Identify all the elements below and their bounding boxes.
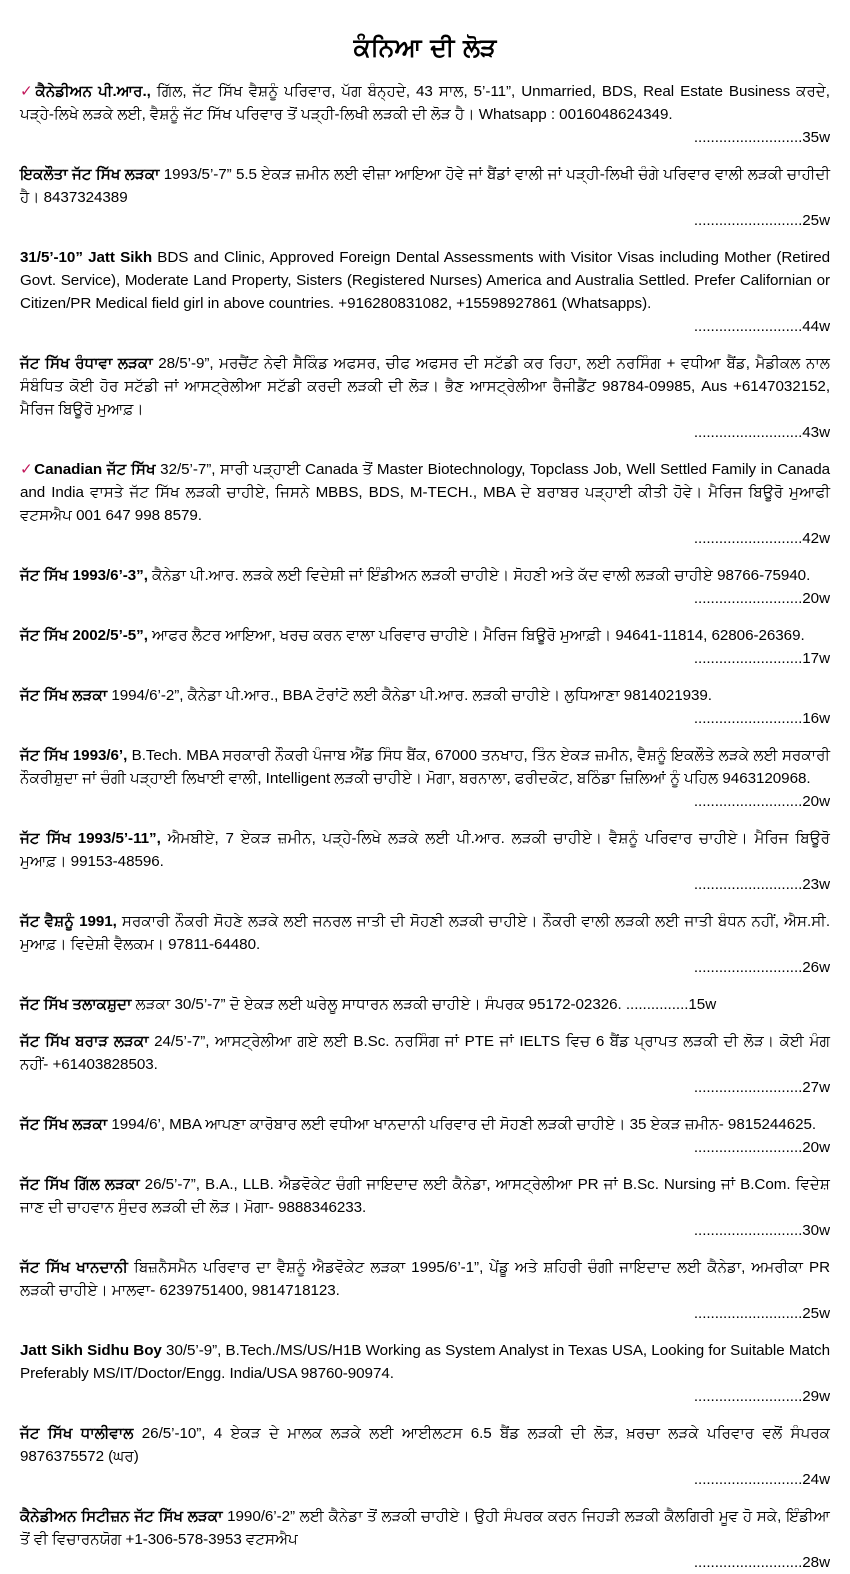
matrimonial-ad bbox=[20, 1256, 830, 1325]
ad-text: ਕੈਨੇਡਾ ਪੀ.ਆਰ. ਲੜਕੇ ਲਈ ਵਿਦੇਸ਼ੀ ਜਾਂ ਇੰਡੀਅਨ ਲੜਕੀ ਚਾਹੀਏ। ਸੋਹਣੀ ਅਤੇ ਕੱਦ ਵਾਲੀ ਲੜਕੀ ਚਾਹੀਏ 98766-75940. bbox=[147, 567, 811, 584]
matrimonial-ad bbox=[20, 1422, 830, 1491]
matrimonial-ad bbox=[20, 1173, 830, 1242]
ad-headline: ਜੱਟ ਸਿੱਖ 2002/5’-5”, bbox=[20, 627, 148, 644]
ad-headline: ਜੱਟ ਸਿੱਖ 1993/6’, bbox=[20, 747, 128, 764]
matrimonial-ad bbox=[20, 1339, 830, 1408]
ad-text: ਐਮਬੀਏ, 7 ਏਕੜ ਜ਼ਮੀਨ, ਪੜ੍ਹੇ-ਲਿਖੇ ਲੜਕੇ ਲਈ ਪੀ.ਆਰ. ਲੜਕੀ ਚਾਹੀਏ। ਵੈਸ਼ਨੂੰ ਪਰਿਵਾਰ ਚਾਹੀਏ। ਮੈਰਿਜ ਬਿਊਰੋ ਮੁਆਫ਼। 99153-48596. bbox=[20, 830, 830, 870]
ad-headline: ਜੱਟ ਸਿੱਖ ਲੜਕਾ bbox=[20, 1116, 108, 1133]
ad-text: 26/5’-10”, 4 ਏਕੜ ਦੇ ਮਾਲਕ ਲੜਕੇ ਲਈ ਆਈਲਟਸ 6.5 ਬੈਂਡ ਲੜਕੀ ਦੀ ਲੋੜ, ਖ਼ਰਚਾ ਲੜਕੇ ਪਰਿਵਾਰ ਵਲੋਂ ਸੰਪਰਕ 9876375572 (ਘਰ) bbox=[20, 1425, 830, 1465]
ad-word-count: ..........................20w bbox=[693, 590, 830, 607]
ad-list bbox=[20, 80, 830, 1574]
ad-text: 1994/6’-2”, ਕੈਨੇਡਾ ਪੀ.ਆਰ., BBA ਟੋਰਾਂਟੋ ਲਈ ਕੈਨੇਡਾ ਪੀ.ਆਰ. ਲੜਕੀ ਚਾਹੀਏ। ਲੁਧਿਆਣਾ 9814021939. bbox=[107, 687, 712, 704]
ad-word-count: ..........................25w bbox=[693, 1305, 830, 1322]
matrimonial-ad bbox=[20, 1030, 830, 1099]
ad-text: 26/5’-7”, B.A., LLB. ਐਡਵੋਕੇਟ ਚੰਗੀ ਜਾਇਦਾਦ ਲਈ ਕੈਨੇਡਾ, ਆਸਟ੍ਰੇਲੀਆ PR ਜਾਂ B.Sc. Nursing ਜਾਂ B.Com. ਵਿਦੇਸ਼ ਜਾਣ ਦੀ ਚਾਹਵਾਨ ਸੁੰਦਰ ਲੜਕੀ ਦੀ ਲੋੜ। ਮੋਗਾ- 9888346233. bbox=[20, 1176, 830, 1216]
ad-word-count: ..........................29w bbox=[693, 1388, 830, 1405]
matrimonial-ad bbox=[20, 163, 830, 232]
matrimonial-ad bbox=[20, 993, 830, 1016]
matrimonial-ad bbox=[20, 684, 830, 730]
ad-word-count: ..........................43w bbox=[693, 424, 830, 441]
checkmark-icon: ✓ bbox=[20, 461, 34, 478]
ad-text: 24/5’-7”, ਆਸਟ੍ਰੇਲੀਆ ਗਏ ਲਈ B.Sc. ਨਰਸਿੰਗ ਜਾਂ PTE ਜਾਂ IELTS ਵਿਚ 6 ਬੈਂਡ ਪ੍ਰਾਪਤ ਲੜਕੀ ਦੀ ਲੋੜ। ਕੋਈ ਮੰਗ ਨਹੀਂ- +61403828503. bbox=[20, 1033, 830, 1073]
ad-word-count: ..........................16w bbox=[693, 710, 830, 727]
ad-headline: ਕੈਨੇਡੀਅਨ ਸਿਟੀਜ਼ਨ ਜੱਟ ਸਿੱਖ ਲੜਕਾ bbox=[20, 1508, 223, 1525]
ad-word-count: ..........................27w bbox=[693, 1079, 830, 1096]
ad-text: ਬਿਜ਼ਨੈਸਮੈਨ ਪਰਿਵਾਰ ਦਾ ਵੈਸ਼ਨੂੰ ਐਡਵੋਕੇਟ ਲੜਕਾ 1995/6’-1”, ਪੇਂਡੂ ਅਤੇ ਸ਼ਹਿਰੀ ਚੰਗੀ ਜਾਇਦਾਦ ਲਈ ਕੈਨੇਡਾ, ਅਮਰੀਕਾ PR ਲੜਕੀ ਚਾਹੀਏ। ਮਾਲਵਾ- 6239751400, 9814718123. bbox=[20, 1259, 830, 1299]
matrimonial-ad bbox=[20, 458, 830, 550]
checkmark-icon: ✓ bbox=[20, 83, 35, 100]
ad-text: 32/5’-7”, ਸਾਰੀ ਪੜ੍ਹਾਈ Canada ਤੋਂ Master Biotechnology, Topclass Job, Well Settled Family in Canada and India ਵਾਸਤੇ ਜੱਟ ਸਿੱਖ ਲੜਕੀ ਚਾਹੀਏ, ਜਿਸਨੇ MBBS, BDS, M-TECH., MBA ਦੇ ਬਰਾਬਰ ਪੜ੍ਹਾਈ ਕੀਤੀ ਹੋਵੇ। ਮੈਰਿਜ ਬਿਊਰੋ ਮੁਆਫੀ ਵਟਸਐਪ 001 647 998 8579. bbox=[20, 461, 830, 524]
ad-word-count: ..........................30w bbox=[693, 1222, 830, 1239]
ad-word-count: ..........................26w bbox=[693, 959, 830, 976]
ad-text: ਗਿੱਲ, ਜੱਟ ਸਿੱਖ ਵੈਸ਼ਨੂੰ ਪਰਿਵਾਰ, ਪੱਗ ਬੰਨ੍ਹਦੇ, 43 ਸਾਲ, 5’-11”, Unmarried, BDS, Real Estate Business ਕਰਦੇ, ਪੜ੍ਹੇ-ਲਿਖੇ ਲੜਕੇ ਲਈ, ਵੈਸ਼ਨੂੰ ਜੱਟ ਸਿੱਖ ਪਰਿਵਾਰ ਤੋਂ ਪੜ੍ਹੀ-ਲਿਖੀ ਲੜਕੀ ਦੀ ਲੋੜ ਹੈ। Whatsapp : 0016048624349. bbox=[20, 83, 830, 123]
ad-word-count: ..........................20w bbox=[693, 793, 830, 810]
matrimonial-ad bbox=[20, 910, 830, 979]
ad-word-count: ..........................28w bbox=[693, 1554, 830, 1571]
ad-headline: ਇਕਲੌਤਾ ਜੱਟ ਸਿੱਖ ਲੜਕਾ bbox=[20, 166, 160, 183]
ad-word-count: ..........................20w bbox=[693, 1139, 830, 1156]
matrimonial-ad bbox=[20, 1505, 830, 1574]
matrimonial-ad bbox=[20, 564, 830, 610]
ad-headline: ਜੱਟ ਸਿੱਖ ਧਾਲੀਵਾਲ bbox=[20, 1425, 134, 1442]
ad-word-count: ..........................23w bbox=[693, 876, 830, 893]
ad-word-count: ..........................42w bbox=[693, 530, 830, 547]
matrimonial-ad bbox=[20, 744, 830, 813]
ad-word-count: ..........................44w bbox=[693, 318, 830, 335]
ad-text: B.Tech. MBA ਸਰਕਾਰੀ ਨੌਕਰੀ ਪੰਜਾਬ ਐਂਡ ਸਿੰਧ ਬੈਂਕ, 67000 ਤਨਖਾਹ, ਤਿੰਨ ਏਕੜ ਜ਼ਮੀਨ, ਵੈਸ਼ਨੂੰ ਇਕਲੌਤੇ ਲੜਕੇ ਲਈ ਸਰਕਾਰੀ ਨੌਕਰੀਸ਼ੁਦਾ ਜਾਂ ਚੰਗੀ ਪੜ੍ਹਾਈ ਲਿਖਾਈ ਵਾਲੀ, Intelligent ਲੜਕੀ ਚਾਹੀਏ। ਮੋਗਾ, ਬਰਨਾਲਾ, ਫਰੀਦਕੋਟ, ਬਠਿੰਡਾ ਜ਼ਿਲਿਆਂ ਨੂੰ ਪਹਿਲ 9463120968. bbox=[20, 747, 831, 787]
ad-headline: Jatt Sikh Sidhu Boy bbox=[20, 1342, 162, 1359]
ad-text: 1990/6’-2” ਲਈ ਕੈਨੇਡਾ ਤੋਂ ਲੜਕੀ ਚਾਹੀਏ। ਉਹੀ ਸੰਪਰਕ ਕਰਨ ਜਿਹੜੀ ਲੜਕੀ ਕੈਲਗਿਰੀ ਮੂਵ ਹੋ ਸਕੇ, ਇੰਡੀਆ ਤੋਂ ਵੀ ਵਿਚਾਰਨਯੋਗ +1-306-578-3953 ਵਟਸਐਪ bbox=[20, 1508, 830, 1548]
ad-headline: ਜੱਟ ਵੈਸ਼ਨੂੰ 1991, bbox=[20, 913, 117, 930]
ad-headline: ਕੈਨੇਡੀਅਨ ਪੀ.ਆਰ., bbox=[35, 83, 151, 100]
ad-headline: ਜੱਟ ਸਿੱਖ ਗਿੱਲ ਲੜਕਾ bbox=[20, 1176, 140, 1193]
ad-headline: 31/5’-10” Jatt Sikh bbox=[20, 249, 153, 266]
matrimonial-ad bbox=[20, 246, 830, 338]
ad-text: 1994/6’, MBA ਆਪਣਾ ਕਾਰੋਬਾਰ ਲਈ ਵਧੀਆ ਖਾਨਦਾਨੀ ਪਰਿਵਾਰ ਦੀ ਸੋਹਣੀ ਲੜਕੀ ਚਾਹੀਏ। 35 ਏਕੜ ਜ਼ਮੀਨ- 9815244625. bbox=[107, 1116, 817, 1133]
ad-headline: ਜੱਟ ਸਿੱਖ ਲੜਕਾ bbox=[20, 687, 108, 704]
ad-text: 28/5’-9”, ਮਰਚੈਂਟ ਨੇਵੀ ਸੈਕਿੰਡ ਅਫਸਰ, ਚੀਫ ਅਫਸਰ ਦੀ ਸਟੱਡੀ ਕਰ ਰਿਹਾ, ਲਈ ਨਰਸਿੰਗ + ਵਧੀਆ ਬੈਂਡ, ਮੈਡੀਕਲ ਨਾਲ ਸੰਬੰਧਿਤ ਕੋਈ ਹੋਰ ਸਟੱਡੀ ਜਾਂ ਆਸਟ੍ਰੇਲੀਆ ਸਟੱਡੀ ਕਰਦੀ ਲੜਕੀ ਦੀ ਲੋੜ। ਭੈਣ ਆਸਟ੍ਰੇਲੀਆ ਰੈਜੀਡੈਂਟ 98784-09985, Aus +6147032152, ਮੈਰਿਜ ਬਿਊਰੋ ਮੁਆਫ਼। bbox=[20, 355, 830, 418]
ad-headline: ਜੱਟ ਸਿੱਖ 1993/5’-11”, bbox=[20, 830, 161, 847]
ad-text: BDS and Clinic, Approved Foreign Dental Assessments with Visitor Visas including Mother (Retired Govt. Service), Moderate Land Property, Sisters (Registered Nurses) America and Australia Settled. Prefer Californian or Citizen/PR Medical field girl in above countries. +916280831082, +15598927861 (Whatsapps). bbox=[20, 249, 830, 312]
ad-headline: Canadian ਜੱਟ ਸਿੱਖ bbox=[34, 461, 156, 478]
ad-word-count: ..........................24w bbox=[693, 1471, 830, 1488]
ad-headline: ਜੱਟ ਸਿੱਖ ਰੰਧਾਵਾ ਲੜਕਾ bbox=[20, 355, 153, 372]
ad-text: 30/5’-9”, B.Tech./MS/US/H1B Working as System Analyst in Texas USA, Looking for Suitable Match Preferably MS/IT/Doctor/Engg. India/USA 98760-90974. bbox=[20, 1342, 830, 1382]
ad-text: ਸਰਕਾਰੀ ਨੌਕਰੀ ਸੋਹਣੇ ਲੜਕੇ ਲਈ ਜਨਰਲ ਜਾਤੀ ਦੀ ਸੋਹਣੀ ਲੜਕੀ ਚਾਹੀਏ। ਨੌਕਰੀ ਵਾਲੀ ਲੜਕੀ ਲਈ ਜਾਤੀ ਬੰਧਨ ਨਹੀਂ, ਐਸ.ਸੀ. ਮੁਆਫ਼। ਵਿਦੇਸ਼ੀ ਵੈਲਕਮ। 97811-64480. bbox=[20, 913, 830, 953]
ad-headline: ਜੱਟ ਸਿੱਖ 1993/6’-3”, bbox=[20, 567, 148, 584]
page-title: ਕੰਨਿਆ ਦੀ ਲੋੜ bbox=[353, 33, 497, 62]
matrimonial-ad bbox=[20, 80, 830, 149]
ad-word-count: ..........................35w bbox=[693, 129, 830, 146]
ad-headline: ਜੱਟ ਸਿੱਖ ਬਰਾੜ ਲੜਕਾ bbox=[20, 1033, 149, 1050]
ad-text: ਲੜਕਾ 30/5’-7” ਦੋ ਏਕੜ ਲਈ ਘਰੇਲੂ ਸਾਧਾਰਨ ਲੜਕੀ ਚਾਹੀਏ। ਸੰਪਰਕ 95172-02326. ...............15w bbox=[131, 996, 717, 1013]
ad-headline: ਜੱਟ ਸਿੱਖ ਖਾਨਦਾਨੀ bbox=[20, 1259, 128, 1276]
matrimonial-ad bbox=[20, 827, 830, 896]
matrimonial-ad bbox=[20, 352, 830, 444]
ad-word-count: ..........................25w bbox=[693, 212, 830, 229]
matrimonial-ad bbox=[20, 624, 830, 670]
ad-text: 1993/5’-7” 5.5 ਏਕੜ ਜ਼ਮੀਨ ਲਈ ਵੀਜ਼ਾ ਆਇਆ ਹੋਵੇ ਜਾਂ ਬੈਂਡਾਂ ਵਾਲੀ ਜਾਂ ਪੜ੍ਹੀ-ਲਿਖੀ ਚੰਗੇ ਪਰਿਵਾਰ ਵਾਲੀ ਲੜਕੀ ਚਾਹੀਦੀ ਹੈ। 8437324389 bbox=[20, 166, 830, 206]
ad-headline: ਜੱਟ ਸਿੱਖ ਤਲਾਕਸ਼ੁਦਾ bbox=[20, 996, 132, 1013]
ad-text: ਆਫਰ ਲੈਟਰ ਆਇਆ, ਖਰਚ ਕਰਨ ਵਾਲਾ ਪਰਿਵਾਰ ਚਾਹੀਏ। ਮੈਰਿਜ ਬਿਊਰੋ ਮੁਆਫ਼ੀ। 94641-11814, 62806-26369. bbox=[147, 627, 805, 644]
ad-word-count: ..........................17w bbox=[693, 650, 830, 667]
matrimonial-ad bbox=[20, 1113, 830, 1159]
